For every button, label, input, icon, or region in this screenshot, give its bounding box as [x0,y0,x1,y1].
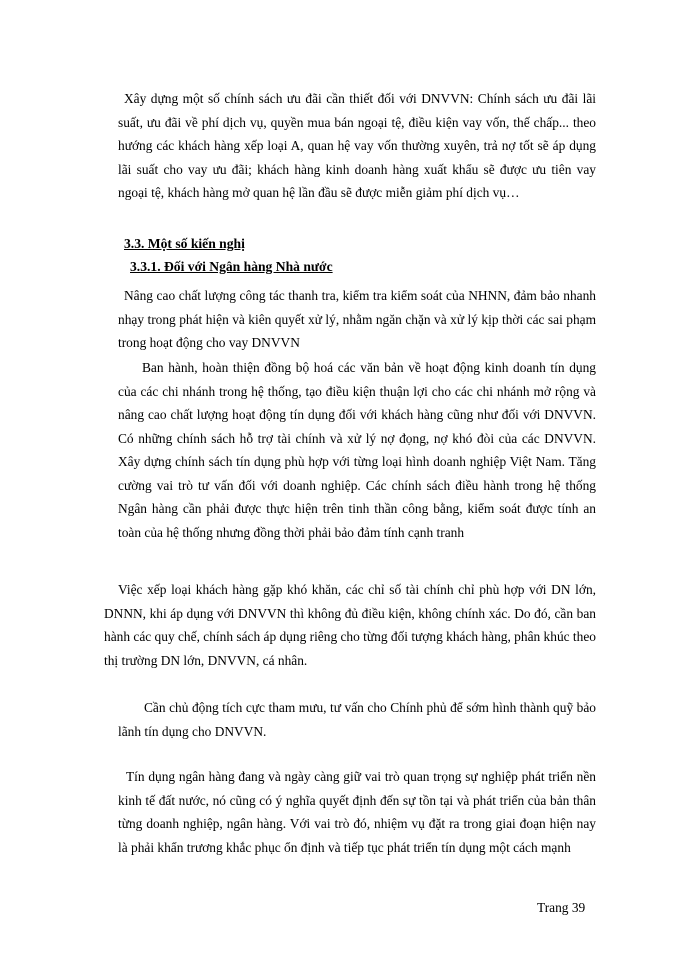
paragraph-regulations: Ban hành, hoàn thiện đồng bộ hoá các văn bản về hoạt động kinh doanh tín dụng của các chi nhánh trong hệ thống, tạo điều kiện thuận lợi cho các chi nhánh mở rộng và nâng cao chất lượng hoạt động tín dụng đối với khách hàng cũng như đối với DNVVN. Có những chính sách hỗ trợ tài chính và xử lý nợ đọng, nợ khó đòi của các DNVVN. Xây dựng chính sách tín dụng phù hợp với từng loại hình doanh nghiệp Việt Nam. Tăng cường vai trò tư vấn đối với doanh nghiệp. Các chính sách điều hành trong hệ thống Ngân hàng cần phải được thực hiện trên tinh thần công bằng, kiểm soát được tính an toàn của hệ thống nhưng đồng thời phải bảo đảm tính cạnh tranh [118,360,596,540]
paragraph-customer-rating: Việc xếp loại khách hàng gặp khó khăn, các chỉ số tài chính chỉ phù hợp với DN lớn, DNNN, khi áp dụng với DNVVN thì không đủ điều kiện, không chính xác. Do đó, cần ban hành các quy chế, chính sách áp dụng riêng cho từng đối tượng khách hàng, phân khúc theo thị trường DN lớn, DNVVN, cá nhân. [104,582,596,668]
paragraph-preferential-policies: Xây dựng một số chính sách ưu đãi cần thiết đối với DNVVN: Chính sách ưu đãi lãi suất, ưu đãi về phí dịch vụ, quyền mua bán ngoại tệ, điều kiện vay vốn, thế chấp... theo hướng các khách hàng xếp loại A, quan hệ vay vốn thường xuyên, trả nợ tốt sẽ áp dụng lãi suất cho vay ưu đãi; khách hàng kinh doanh hàng xuất khẩu sẽ được ưu tiên vay ngoại tệ, khách hàng mở quan hệ lần đầu sẽ được miễn giảm phí dịch vụ… [118,91,596,200]
paragraph-inspection: Nâng cao chất lượng công tác thanh tra, kiểm tra kiểm soát của NHNN, đảm bảo nhanh nhạy trong phát hiện và kiên quyết xử lý, nhằm ngăn chặn và xử lý kịp thời các sai phạm trong hoạt động cho vay DNVVN [118,288,596,350]
subsection-heading: 3.3.1. Đối với Ngân hàng Nhà nước [130,259,333,274]
page-number: Trang 39 [537,900,586,915]
section-heading: 3.3. Một số kiến nghị [124,236,245,251]
paragraph-guarantee-fund: Cần chủ động tích cực tham mưu, tư vấn cho Chính phủ để sớm hình thành quỹ bảo lãnh tín dụng cho DNVVN. [118,700,596,739]
paragraph-bank-credit-role: Tín dụng ngân hàng đang và ngày càng giữ vai trò quan trọng sự nghiệp phát triển nền kinh tế đất nước, nó cũng có ý nghĩa quyết định đến sự tồn tại và phát triển của bản thân từng doanh nghiệp, ngân hàng. Với vai trò đó, nhiệm vụ đặt ra trong giai đoạn hiện nay là phải khẩn trương khắc phục ổn định và tiếp tục phát triển tín dụng một cách mạnh [118,769,596,855]
